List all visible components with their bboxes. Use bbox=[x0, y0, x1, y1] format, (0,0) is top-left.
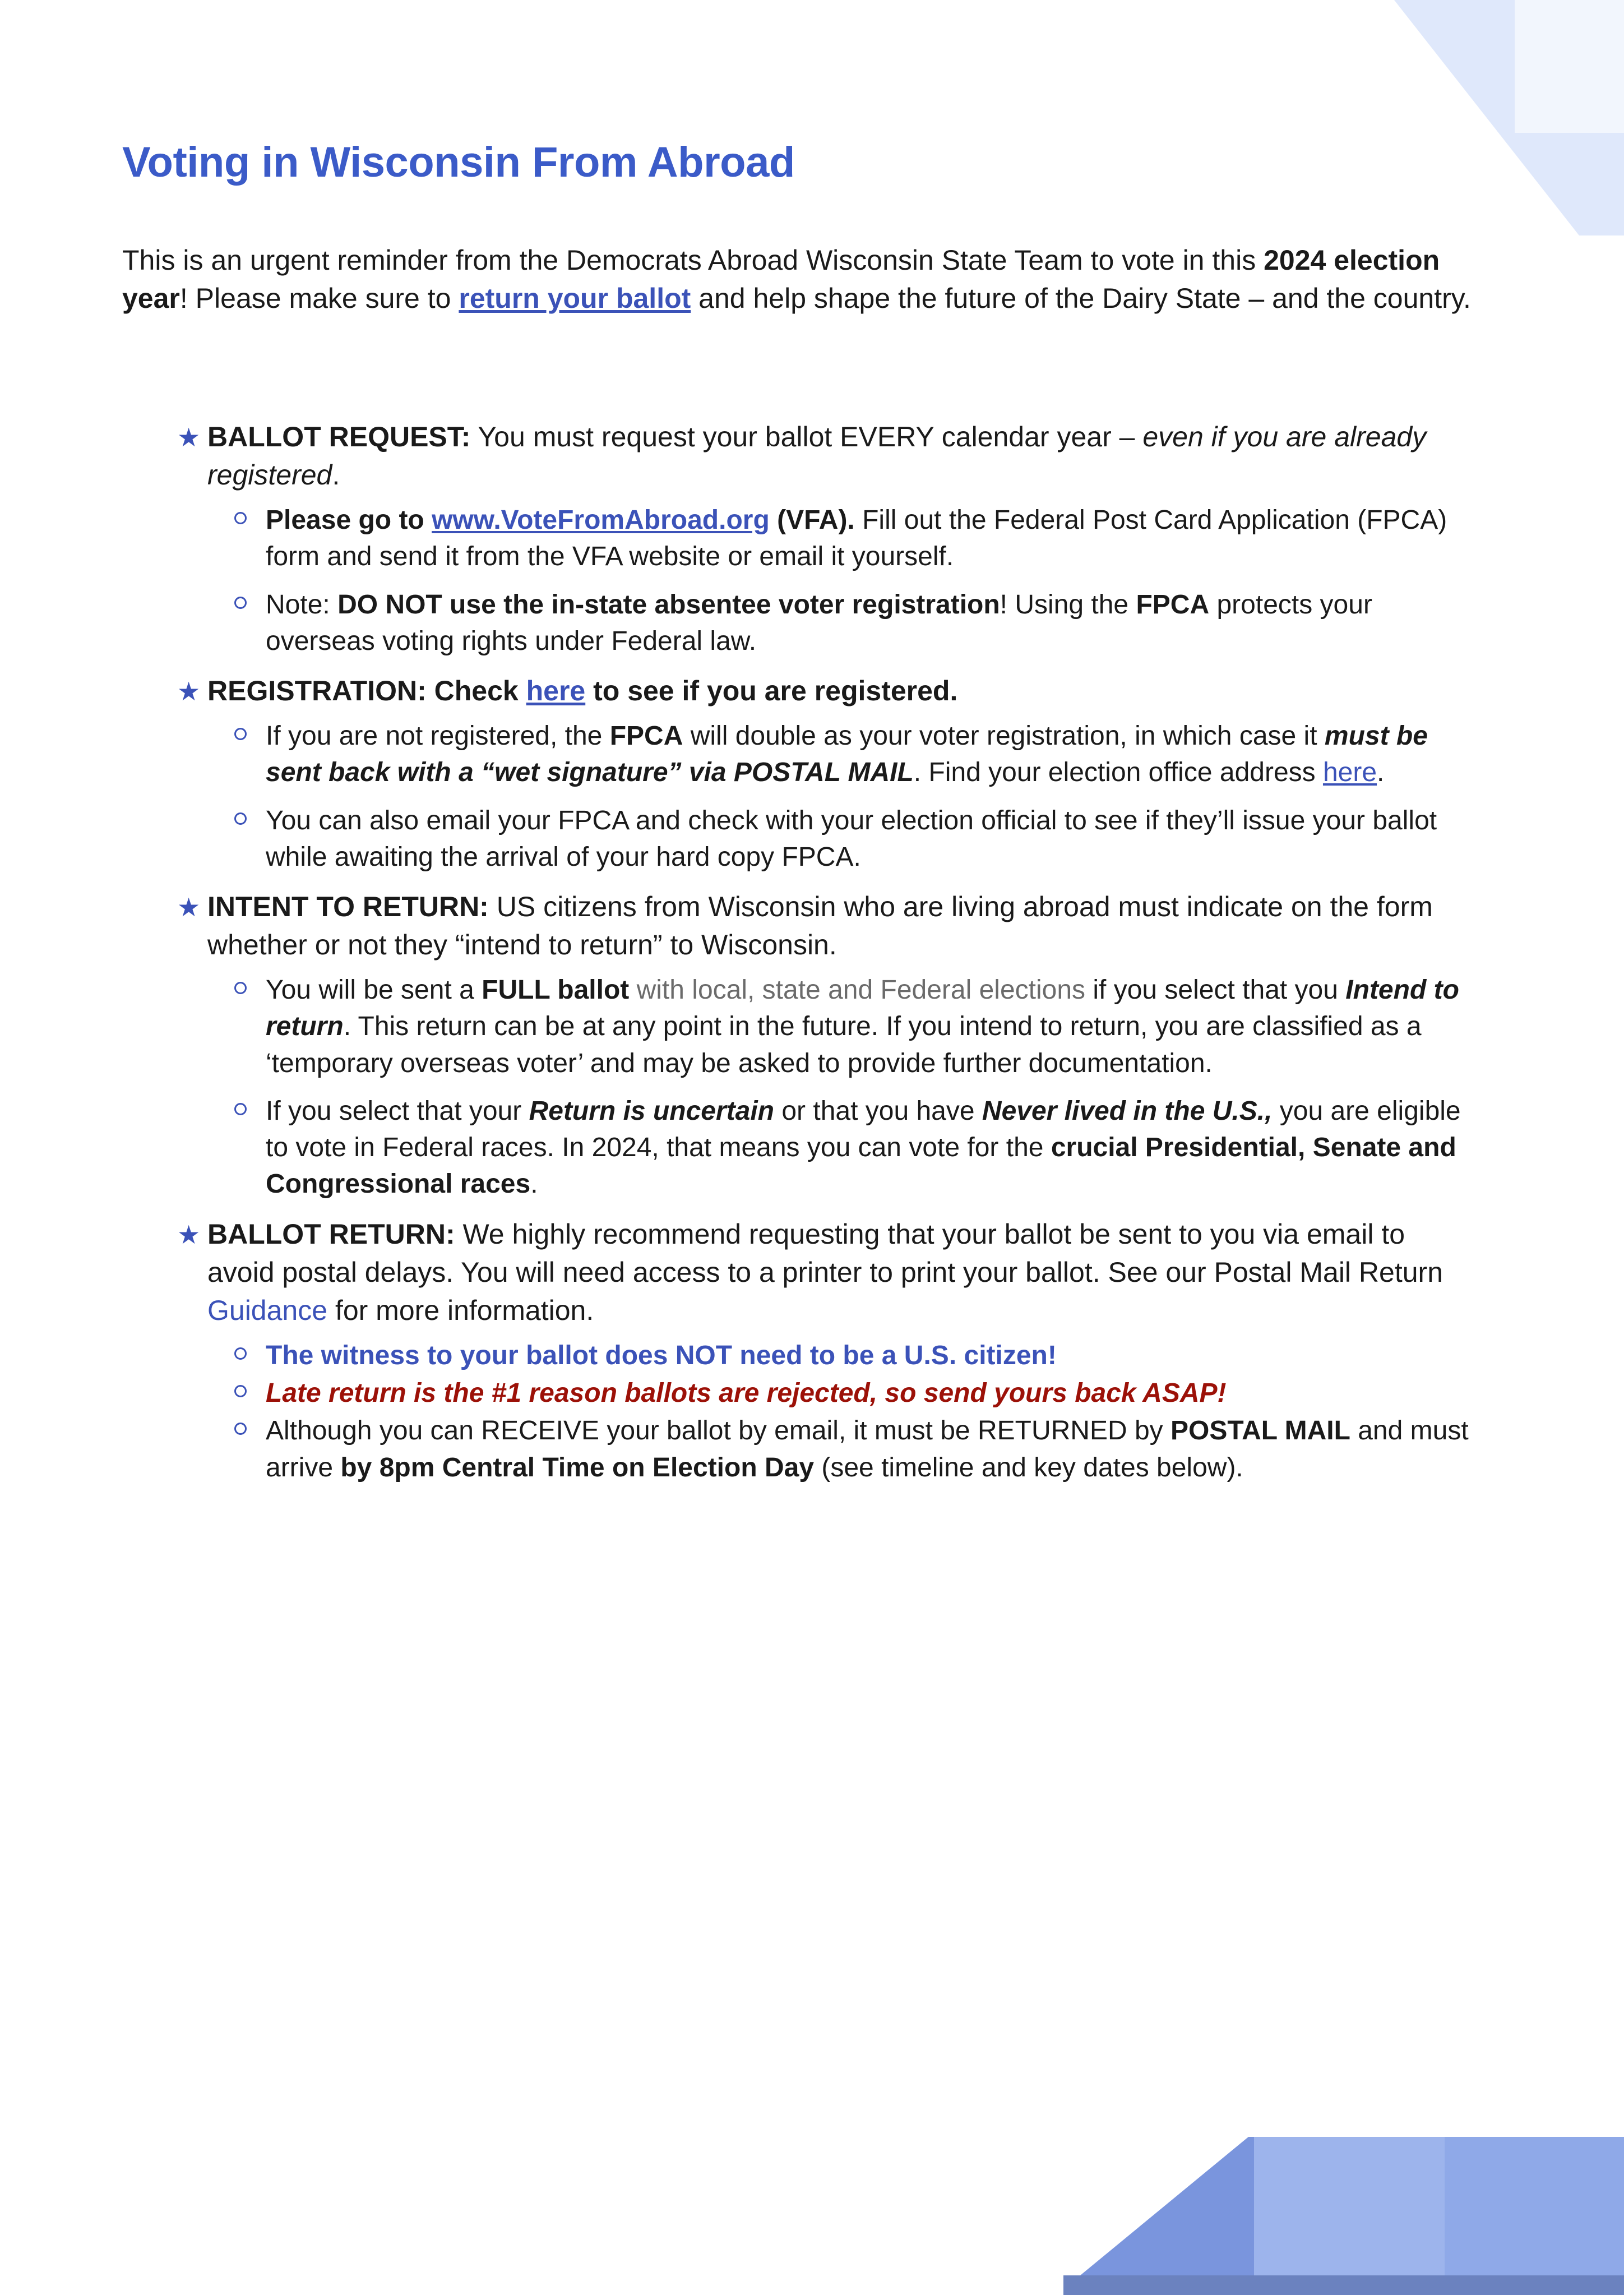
vfa-abbrev: (VFA). bbox=[769, 505, 855, 535]
receive-text-3: (see timeline and key dates below). bbox=[814, 1452, 1243, 1483]
uncertain-text-4: . bbox=[530, 1169, 538, 1199]
reg-text-3: . Find your election office address bbox=[913, 758, 1323, 788]
ballot-return-sublist bbox=[207, 1337, 1479, 1486]
reg-wet-signature: must be sent back with a “wet signature” via POSTAL MAIL bbox=[266, 721, 1428, 788]
list-item bbox=[207, 718, 1479, 791]
list-item bbox=[207, 802, 1479, 876]
reg-text-4: . bbox=[1377, 758, 1385, 788]
list-item bbox=[207, 1093, 1479, 1203]
section-ballot-return bbox=[122, 1215, 1479, 1486]
uncertain-text-2: or that you have bbox=[774, 1096, 982, 1126]
circle-bullet-icon bbox=[234, 1385, 247, 1397]
full-ballot-text-2: if you select that you bbox=[1085, 975, 1346, 1005]
crucial-races-bold: crucial Presidential, Senate and Congressional races bbox=[266, 1133, 1456, 1199]
star-icon: ★ bbox=[177, 893, 201, 922]
bottom-right-decoration-icon bbox=[1063, 2071, 1624, 2295]
ballot-return-tail: for more information. bbox=[327, 1294, 594, 1326]
full-ballot-text-3: . This return can be at any point in the future. If you intend to return, you are classified as a ‘temporary overseas voter’ and may be asked to provide further documentation. bbox=[266, 1012, 1422, 1078]
intend-to-return-emph: Intend to return bbox=[266, 975, 1459, 1042]
list-item bbox=[207, 972, 1479, 1082]
star-icon: ★ bbox=[177, 1220, 201, 1249]
intent-sublist bbox=[207, 972, 1479, 1203]
note-tail: protects your overseas voting rights under Federal law. bbox=[266, 589, 1372, 656]
note-prefix: Note: bbox=[266, 589, 338, 620]
vfa-rest: Fill out the Federal Post Card Application (FPCA) form and send it from the VFA website or email it yourself. bbox=[266, 505, 1447, 572]
main-bullet-list bbox=[122, 418, 1479, 1498]
circle-bullet-icon bbox=[234, 1347, 247, 1360]
votefromabroad-link[interactable]: www.VoteFromAbroad.org bbox=[432, 505, 770, 535]
intro-text-3: and help shape the future of the Dairy State – and the country. bbox=[691, 283, 1471, 314]
intro-paragraph bbox=[122, 241, 1479, 317]
note-mid: ! Using the bbox=[1000, 589, 1136, 620]
deadline-bold: by 8pm Central Time on Election Day bbox=[340, 1452, 815, 1483]
guidance-link[interactable]: Guidance bbox=[207, 1294, 328, 1326]
section-heading-intent-to-return: INTENT TO RETURN: bbox=[207, 891, 489, 923]
section-heading-ballot-return: BALLOT RETURN: bbox=[207, 1218, 455, 1250]
receive-text-2: and must arrive bbox=[266, 1416, 1469, 1483]
circle-bullet-icon bbox=[234, 1103, 247, 1115]
full-ballot-gray: with local, state and Federal elections bbox=[629, 975, 1086, 1005]
registration-here-link[interactable]: here bbox=[526, 675, 586, 707]
registration-heading-tail: to see if you are registered. bbox=[585, 675, 958, 707]
reg-text-2: will double as your voter registration, in which case it bbox=[683, 721, 1325, 751]
return-is-uncertain-emph: Return is uncertain bbox=[529, 1096, 774, 1126]
list-item bbox=[207, 587, 1479, 660]
star-icon: ★ bbox=[177, 423, 201, 452]
election-office-here-link[interactable]: here bbox=[1322, 758, 1377, 788]
uncertain-text-3: you are eligible to vote in Federal races. In 2024, that means you can vote for the bbox=[266, 1096, 1461, 1163]
note-donot-bold: DO NOT use the in-state absentee voter registration bbox=[337, 589, 1000, 620]
intro-text-1: This is an urgent reminder from the Democrats Abroad Wisconsin State Team to vote in this bbox=[122, 244, 1264, 276]
full-ballot-text-1: You will be sent a bbox=[266, 975, 482, 1005]
section-intent-to-return bbox=[122, 888, 1479, 1203]
intent-body-text: US citizens from Wisconsin who are living abroad must indicate on the form whether or not they “intend to return” to Wisconsin. bbox=[207, 891, 1433, 961]
circle-bullet-icon bbox=[234, 728, 247, 740]
never-lived-emph: Never lived in the U.S., bbox=[982, 1096, 1273, 1126]
uncertain-text-1: If you select that your bbox=[266, 1096, 529, 1126]
email-fpca-text: You can also email your FPCA and check with your election official to see if they’ll issue your ballot while awaiting the arrival of your hard copy FPCA. bbox=[266, 805, 1437, 872]
list-item bbox=[207, 1412, 1479, 1486]
return-your-ballot-link[interactable]: return your ballot bbox=[459, 283, 691, 314]
witness-notice: The witness to your ballot does NOT need to be a U.S. citizen! bbox=[266, 1340, 1057, 1370]
vfa-please-go-to: Please go to bbox=[266, 505, 432, 535]
list-item bbox=[207, 1337, 1479, 1374]
late-return-warning: Late return is the #1 reason ballots are rejected, so send yours back ASAP! bbox=[266, 1378, 1227, 1408]
section-ballot-request bbox=[122, 418, 1479, 659]
intro-bold-2024: 2024 election year bbox=[122, 244, 1440, 314]
registration-sublist bbox=[207, 718, 1479, 875]
reg-fpca-bold: FPCA bbox=[609, 721, 683, 751]
ballot-return-text: We highly recommend requesting that your ballot be sent to you via email to avoid postal delays. You will need access to a printer to print your ballot. See our Postal Mail Return bbox=[207, 1218, 1443, 1288]
postal-mail-bold: POSTAL MAIL bbox=[1170, 1416, 1350, 1446]
section-heading-ballot-request: BALLOT REQUEST: bbox=[207, 421, 471, 452]
ballot-request-sublist bbox=[207, 502, 1479, 659]
section-heading-registration: REGISTRATION bbox=[207, 675, 418, 707]
circle-bullet-icon bbox=[234, 597, 247, 609]
reg-text-1: If you are not registered, the bbox=[266, 721, 610, 751]
ballot-request-tail: . bbox=[332, 459, 340, 491]
star-icon: ★ bbox=[177, 677, 201, 706]
ballot-request-text: You must request your ballot EVERY calendar year – bbox=[470, 421, 1143, 452]
circle-bullet-icon bbox=[234, 512, 247, 524]
ballot-request-italic: even if you are already registered bbox=[207, 421, 1427, 491]
page-title: Voting in Wisconsin From Abroad bbox=[122, 138, 795, 186]
intro-text-2: ! Please make sure to bbox=[179, 283, 459, 314]
receive-text-1: Although you can RECEIVE your ballot by email, it must be RETURNED by bbox=[266, 1416, 1170, 1446]
section-registration bbox=[122, 672, 1479, 875]
full-ballot-bold: FULL ballot bbox=[482, 975, 630, 1005]
circle-bullet-icon bbox=[234, 812, 247, 825]
note-fpca-bold: FPCA bbox=[1136, 589, 1210, 620]
list-item bbox=[207, 1375, 1479, 1411]
circle-bullet-icon bbox=[234, 982, 247, 994]
list-item bbox=[207, 502, 1479, 575]
top-right-decoration-icon bbox=[1232, 0, 1624, 235]
registration-heading-rest: : Check bbox=[417, 675, 526, 707]
circle-bullet-icon bbox=[234, 1423, 247, 1435]
